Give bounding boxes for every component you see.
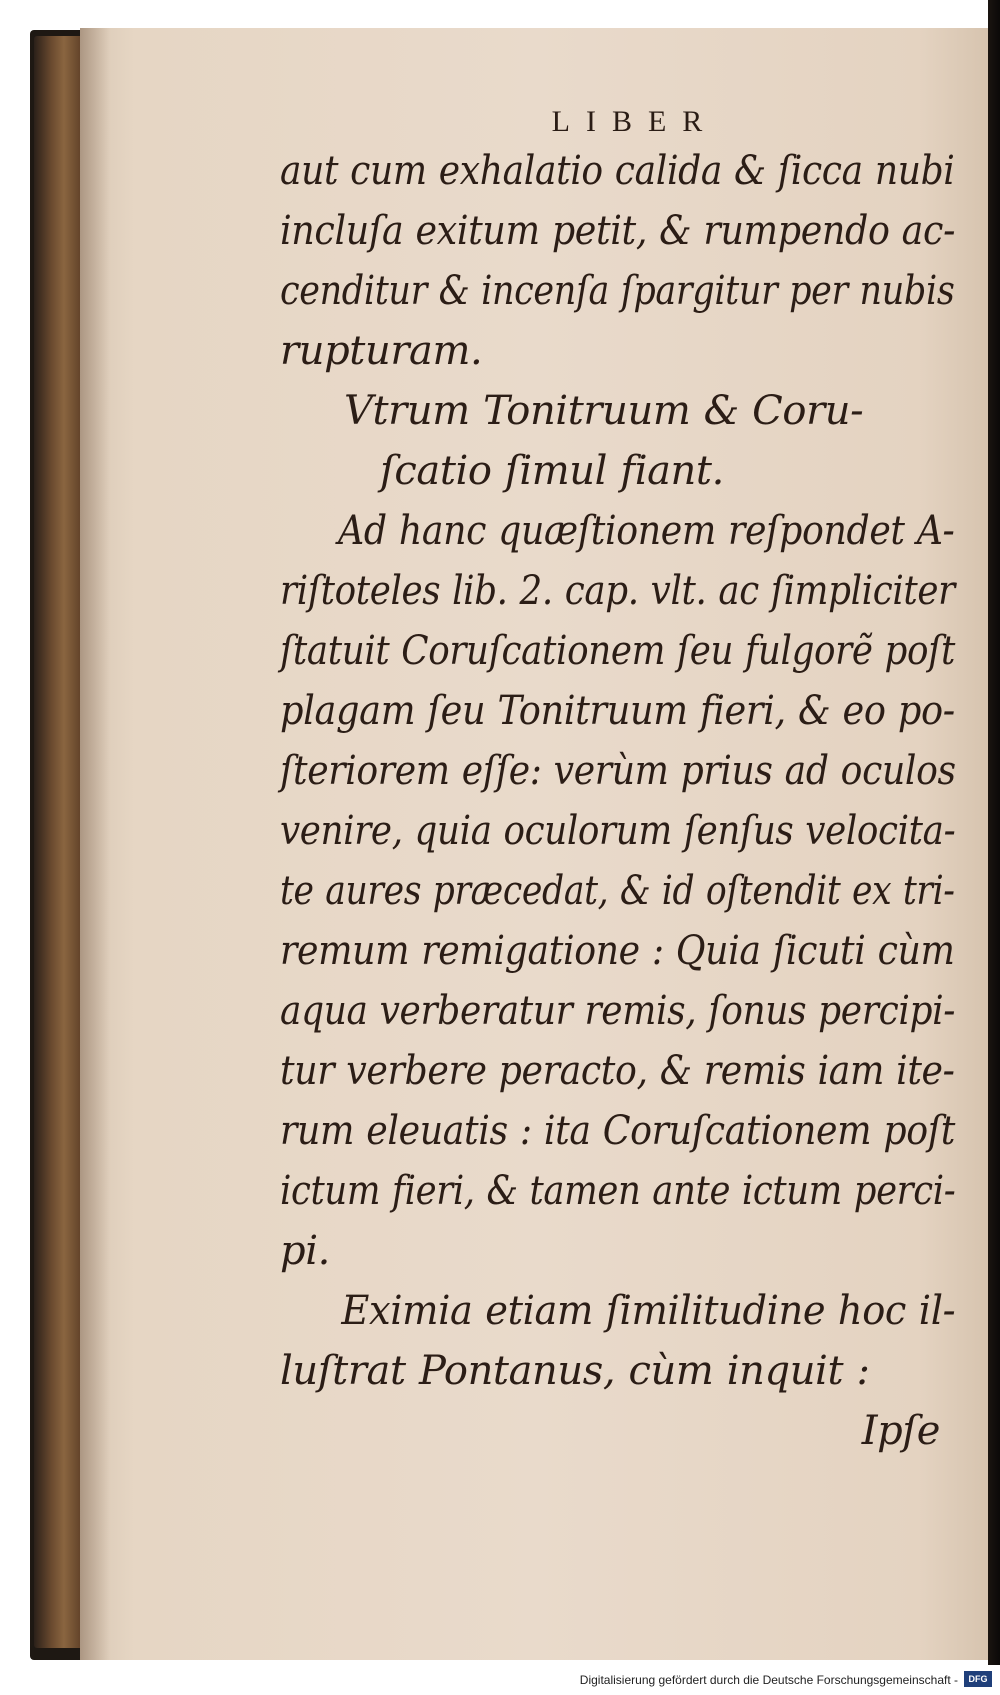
text-line: incluſa exitum petit, & rumpendo ac- (280, 208, 956, 254)
text-line: tur verbere peracto, & remis iam ite- (280, 1048, 955, 1094)
text-line: Eximia etiam ſimilitudine hoc il- (341, 1288, 956, 1334)
text-line: plagam ſeu Tonitruum fieri, & eo po- (280, 688, 955, 734)
text-line: ſteriorem eſſe: verùm prius ad oculos (280, 748, 956, 794)
text-line: te aures præcedat, & id oſtendit ex tri- (280, 868, 955, 914)
text-line: Ad hanc quæſtionem reſpondet A- (338, 508, 955, 554)
book-edge (34, 36, 84, 1648)
funding-credit: Digitalisierung gefördert durch die Deutsche Forschungsgemeinschaft - (579, 1673, 958, 1687)
text-line: venire, quia oculorum ſenſus velocita- (280, 808, 956, 854)
dfg-logo: DFG (964, 1671, 992, 1687)
text-line: pi. (280, 1228, 330, 1274)
text-line: ictum fieri, & tamen ante ictum perci- (280, 1168, 956, 1214)
text-line: rum eleuatis : ita Coruſcationem poſt (280, 1108, 956, 1154)
text-line: luſtrat Pontanus, cùm inquit : (280, 1348, 870, 1394)
text-line: aut cum exhalatio calida & ſicca nubi (280, 148, 955, 194)
text-line: remum remigatione : Quia ſicuti cùm (280, 928, 955, 974)
text-line: cenditur & incenſa ſpargitur per nubis (280, 268, 955, 314)
footer-bar (0, 1665, 1000, 1695)
section-heading: Vtrum Tonitruum & Coru- (344, 388, 864, 434)
text-line: rupturam. (280, 328, 483, 374)
page-text (280, 105, 956, 1461)
text-line: riſtoteles lib. 2. cap. vlt. ac ſimpliciter (280, 568, 955, 614)
catchword: Ipſe (861, 1408, 940, 1454)
text-line: ſtatuit Coruſcationem ſeu fulgorẽ poſt (280, 628, 955, 674)
scan-edge (988, 0, 1000, 1665)
gutter-shadow (80, 28, 110, 1660)
section-heading: ſcatio ſimul fiant. (380, 448, 724, 494)
text-line: aqua verberatur remis, ſonus percipi- (280, 988, 956, 1034)
running-head: LIBER (551, 105, 719, 138)
